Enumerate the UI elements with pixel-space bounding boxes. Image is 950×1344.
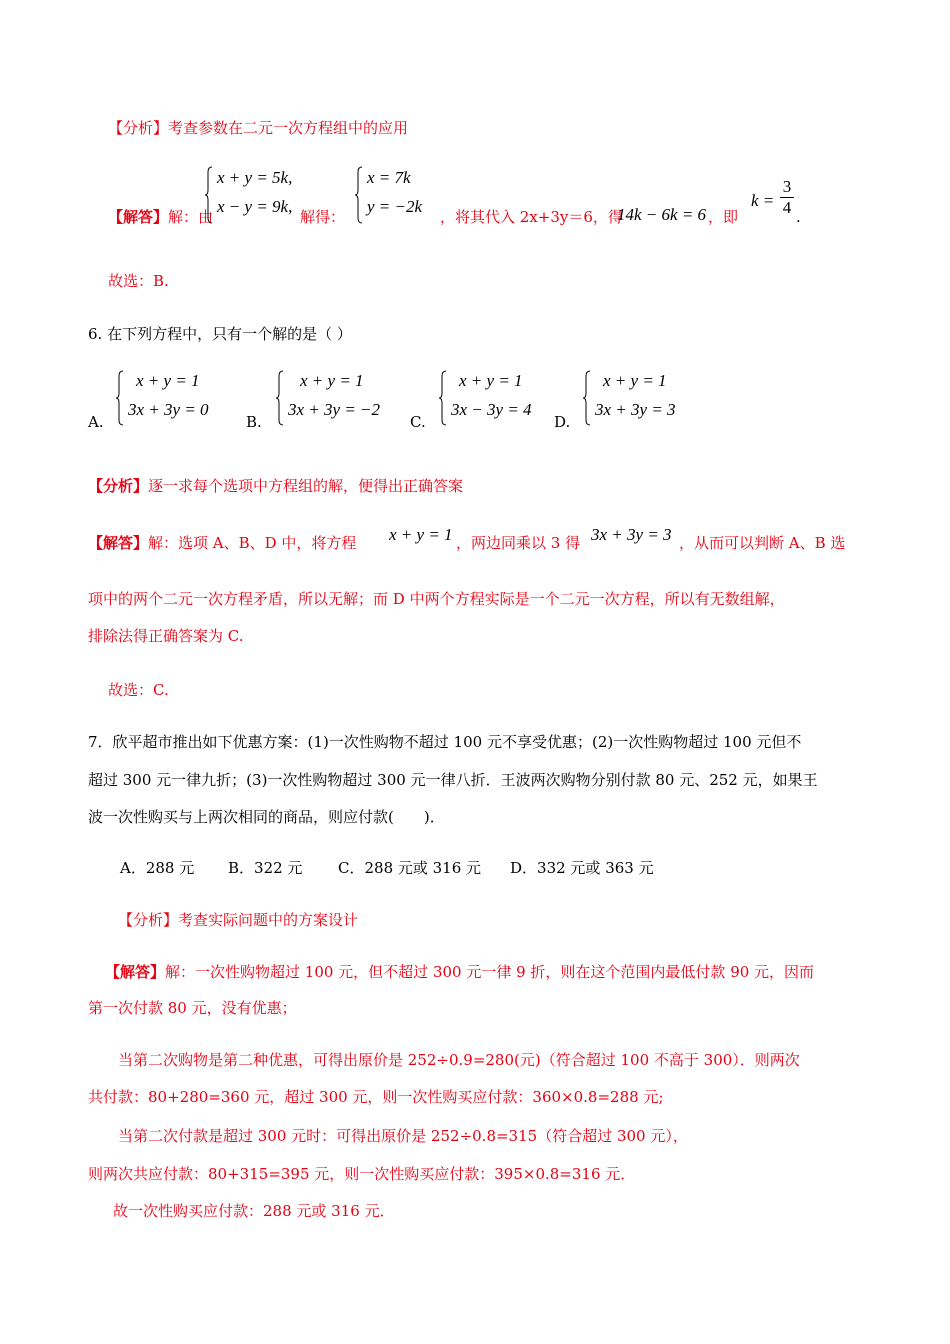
analysis-tag: 【分析】 bbox=[88, 477, 149, 495]
system-row: x = 7k bbox=[367, 168, 411, 187]
brace-icon bbox=[205, 166, 213, 224]
q7-answer-line5: 当第二次付款是超过 300 元时：可得出原价是 252÷0.8=315（符合超过 300 元）， bbox=[118, 1127, 688, 1145]
q6-option-a-system bbox=[116, 370, 226, 426]
answer-tag: 【解答】 bbox=[105, 963, 166, 981]
q5-inline-equation: 14k − 6k = 6 bbox=[617, 205, 707, 224]
system-row: x + y = 1 bbox=[459, 371, 523, 390]
analysis-text: 考查实际问题中的方案设计 bbox=[178, 911, 359, 929]
system-row: x − y = 9k, bbox=[217, 197, 293, 216]
q7-option-a: A．288 元 bbox=[120, 859, 195, 877]
q7-answer-line1 bbox=[105, 962, 814, 982]
q7-answer-line6: 则两次共应付款：80+315=395 元，则一次性购买应付款：395×0.8=316 元． bbox=[88, 1165, 636, 1183]
system-row: 3x + 3y = 3 bbox=[595, 400, 676, 419]
q6-answer-line1 bbox=[88, 533, 356, 553]
q5-system-1 bbox=[205, 166, 300, 224]
q6-answer-line3: 排除法得正确答案为 C. bbox=[88, 627, 244, 645]
system-row: x + y = 1 bbox=[136, 371, 200, 390]
q6-option-d-system bbox=[583, 370, 693, 426]
answer-tag: 【解答】 bbox=[88, 534, 149, 552]
q7-answer-line3: 当第二次购物是第二种优惠，可得出原价是 252÷0.9=280(元)（符合超过 100 不高于 300）．则两次 bbox=[118, 1051, 800, 1069]
brace-icon bbox=[439, 370, 447, 426]
q6-option-c-system bbox=[439, 370, 554, 426]
q6-answer-p2: ，两边同乘以 3 得 bbox=[456, 534, 581, 552]
q6-choice: 故选：C. bbox=[108, 681, 169, 699]
q7-analysis bbox=[118, 910, 358, 930]
system-row: y = −2k bbox=[367, 197, 423, 216]
q5-ji-text: ，即 bbox=[708, 208, 739, 226]
system-row: x + y = 5k, bbox=[217, 168, 293, 187]
q5-k-end: . bbox=[796, 208, 801, 226]
q6-option-b-system bbox=[276, 370, 396, 426]
q5-fraction bbox=[780, 177, 794, 218]
analysis-text: 逐一求每个选项中方程组的解，便得出正确答案 bbox=[148, 477, 464, 495]
q5-choice: 故选：B. bbox=[108, 272, 169, 290]
q5-solved-label: 解得： bbox=[300, 208, 346, 226]
analysis-tag: 【分析】 bbox=[118, 911, 179, 929]
q5-answer-prefix bbox=[108, 207, 213, 227]
q6-question: 6. 在下列方程中，只有一个解的是（ ） bbox=[88, 325, 352, 343]
system-row: 3x + 3y = −2 bbox=[288, 400, 381, 419]
q6-option-b-letter: B. bbox=[246, 413, 262, 431]
q5-analysis bbox=[108, 118, 408, 138]
q7-line3: 波一次性购买与上两次相同的商品，则应付款( )． bbox=[88, 808, 445, 826]
answer-tag: 【解答】 bbox=[108, 208, 169, 226]
fraction-denominator: 4 bbox=[780, 197, 794, 218]
q7-option-b: B．322 元 bbox=[228, 859, 303, 877]
q6-equation-2: 3x + 3y = 3 bbox=[591, 525, 672, 544]
answer-text: 解：由 bbox=[168, 208, 214, 226]
q5-sub-text: ，将其代入 2x+3y＝6，得 bbox=[440, 208, 623, 226]
q5-k-lhs: k = bbox=[751, 191, 775, 210]
analysis-tag: 【分析】 bbox=[108, 119, 169, 137]
q7-answer-line2: 第一次付款 80 元，没有优惠； bbox=[88, 999, 297, 1017]
q7-line1: 7．欣平超市推出如下优惠方案：(1)一次性购物不超过 100 元不享受优惠；(2)一次性购物超过 100 元但不 bbox=[88, 733, 802, 751]
system-row: x + y = 1 bbox=[603, 371, 667, 390]
q7-answer-line4: 共付款：80+280=360 元，超过 300 元，则一次性购买应付款：360×0.8=288 元; bbox=[88, 1088, 664, 1106]
q6-option-d-letter: D. bbox=[554, 413, 571, 431]
brace-icon bbox=[116, 370, 124, 426]
q6-option-a-letter: A. bbox=[88, 413, 104, 431]
brace-icon bbox=[276, 370, 284, 426]
q6-option-c-letter: C. bbox=[410, 413, 426, 431]
brace-icon bbox=[355, 166, 363, 224]
q6-answer-p3: ，从而可以判断 A、B 选 bbox=[679, 534, 846, 552]
q6-analysis bbox=[88, 476, 463, 496]
system-row: 3x + 3y = 0 bbox=[128, 400, 209, 419]
q6-equation-1: x + y = 1 bbox=[389, 525, 453, 544]
system-row: x + y = 1 bbox=[300, 371, 364, 390]
fraction-numerator: 3 bbox=[782, 177, 792, 196]
q6-answer-line2: 项中的两个二元一次方程矛盾，所以无解；而 D 中两个方程实际是一个二元一次方程，所以有无数组解， bbox=[88, 590, 785, 608]
brace-icon bbox=[583, 370, 591, 426]
q7-option-d: D．332 元或 363 元 bbox=[510, 859, 654, 877]
q5-system-2 bbox=[355, 166, 440, 224]
system-row: 3x − 3y = 4 bbox=[451, 400, 532, 419]
answer-text: 解：选项 A、B、D 中，将方程 bbox=[148, 534, 357, 552]
analysis-text: 考查参数在二元一次方程组中的应用 bbox=[168, 119, 409, 137]
q7-option-c: C．288 元或 316 元 bbox=[338, 859, 482, 877]
q7-line2: 超过 300 元一律九折；(3)一次性购物超过 300 元一律八折．王波两次购物分别付款 80 元、252 元，如果王 bbox=[88, 771, 818, 789]
q7-answer-line7: 故一次性购买应付款：288 元或 316 元． bbox=[113, 1202, 395, 1220]
answer-text: 解：一次性购物超过 100 元，但不超过 300 元一律 9 折，则在这个范围内最低付款 90 元，因而 bbox=[165, 963, 815, 981]
